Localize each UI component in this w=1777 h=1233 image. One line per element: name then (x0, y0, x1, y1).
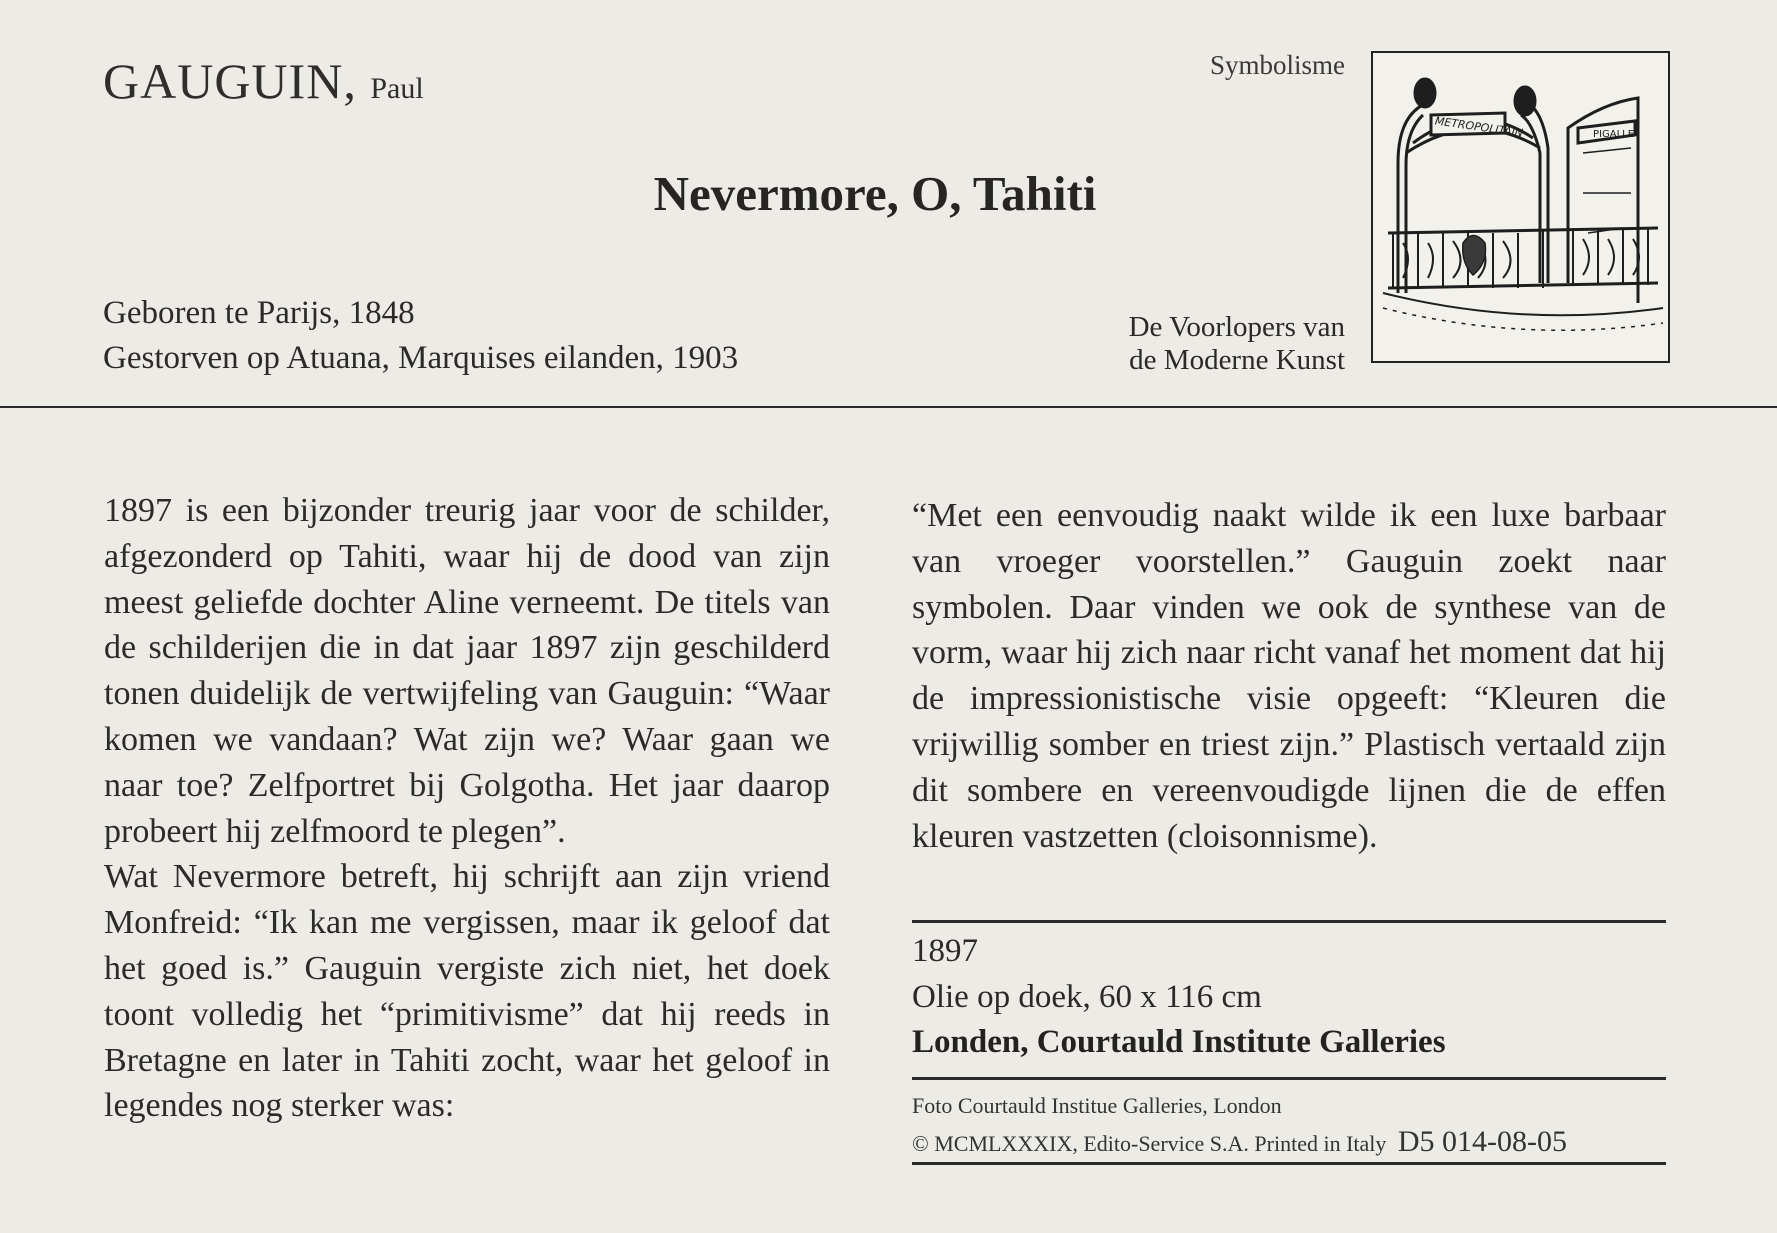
header-divider (0, 406, 1777, 408)
artist-surname: GAUGUIN (103, 53, 344, 109)
artwork-medium: Olie op doek, 60 x 116 cm (912, 979, 1262, 1015)
artwork-year: 1897 (912, 933, 978, 969)
footer-rule (912, 1162, 1666, 1165)
photo-credit: Foto Courtauld Institue Galleries, London (912, 1093, 1282, 1118)
body-paragraph: Wat Nevermore betreft, hij schrijft aan zijn vriend Monfreid: “Ik kan me vergissen, maar ik geloof dat het goed is.” Gauguin vergiste zich niet, het doek toont volledig het “primitivisme” dat hij reeds in Bretagne en later in Tahiti zocht, waar het geloof in legendes nog sterker was: (104, 858, 830, 1125)
copyright-text: © MCMLXXXIX, Edito-Service S.A. Printed in Italy (912, 1131, 1387, 1156)
svg-text:PIGALLE: PIGALLE (1593, 129, 1635, 140)
artwork-title: Nevermore, O, Tahiti (653, 166, 1097, 221)
metro-entrance-logo (1371, 51, 1670, 363)
text-column-left (104, 488, 830, 1129)
artist-given-name: Paul (370, 72, 424, 105)
movement-label: Symbolisme (1209, 50, 1345, 80)
birth-info: Geboren te Parijs, 1848 (103, 295, 415, 331)
copyright-line (912, 1125, 1567, 1159)
text-column-right (912, 493, 1666, 859)
card-code: D5 014-08-05 (1397, 1125, 1568, 1158)
death-info: Gestorven op Atuana, Marquises eilanden, 1903 (103, 340, 739, 376)
artwork-info-bottom-rule (912, 1077, 1666, 1080)
series-title-line2: de Moderne Kunst (1129, 344, 1345, 376)
metro-entrance-illustration (1373, 53, 1670, 363)
series-title-line1: De Voorlopers van (1128, 311, 1345, 343)
artist-name: GAUGUIN, Paul (103, 53, 424, 109)
body-paragraph: “Met een eenvoudig naakt wilde ik een luxe barbaar van vroeger voorstellen.” Gauguin zoekt naar symbolen. Daar vinden we ook de synthese van de vorm, waar hij zich naar richt vanaf het moment dat hij de impressionistische visie opgeeft: “Kleuren die vrijwillig somber en triest zijn.” Plastisch vertaald zijn dit sombere en vereenvoudigde lijnen die de effen kleuren vastzetten (cloisonnisme). (912, 497, 1666, 855)
artwork-location: Londen, Courtauld Institute Galleries (912, 1024, 1446, 1060)
artwork-info-top-rule (912, 920, 1666, 923)
body-paragraph: 1897 is een bijzonder treurig jaar voor de schilder, afgezonderd op Tahiti, waar hij de dood van zijn meest geliefde dochter Aline verneemt. De titels van de schilderijen die in dat jaar 1897 zijn geschilderd tonen duidelijk de vertwijfeling van Gauguin: “Waar komen we vandaan? Wat zijn we? Waar gaan we naar toe? Zelfportret bij Golgotha. Het jaar daarop probeert hij zelfmoord te plegen”. (104, 492, 830, 850)
svg-text:METROPOLITAIN: METROPOLITAIN (1434, 114, 1524, 140)
